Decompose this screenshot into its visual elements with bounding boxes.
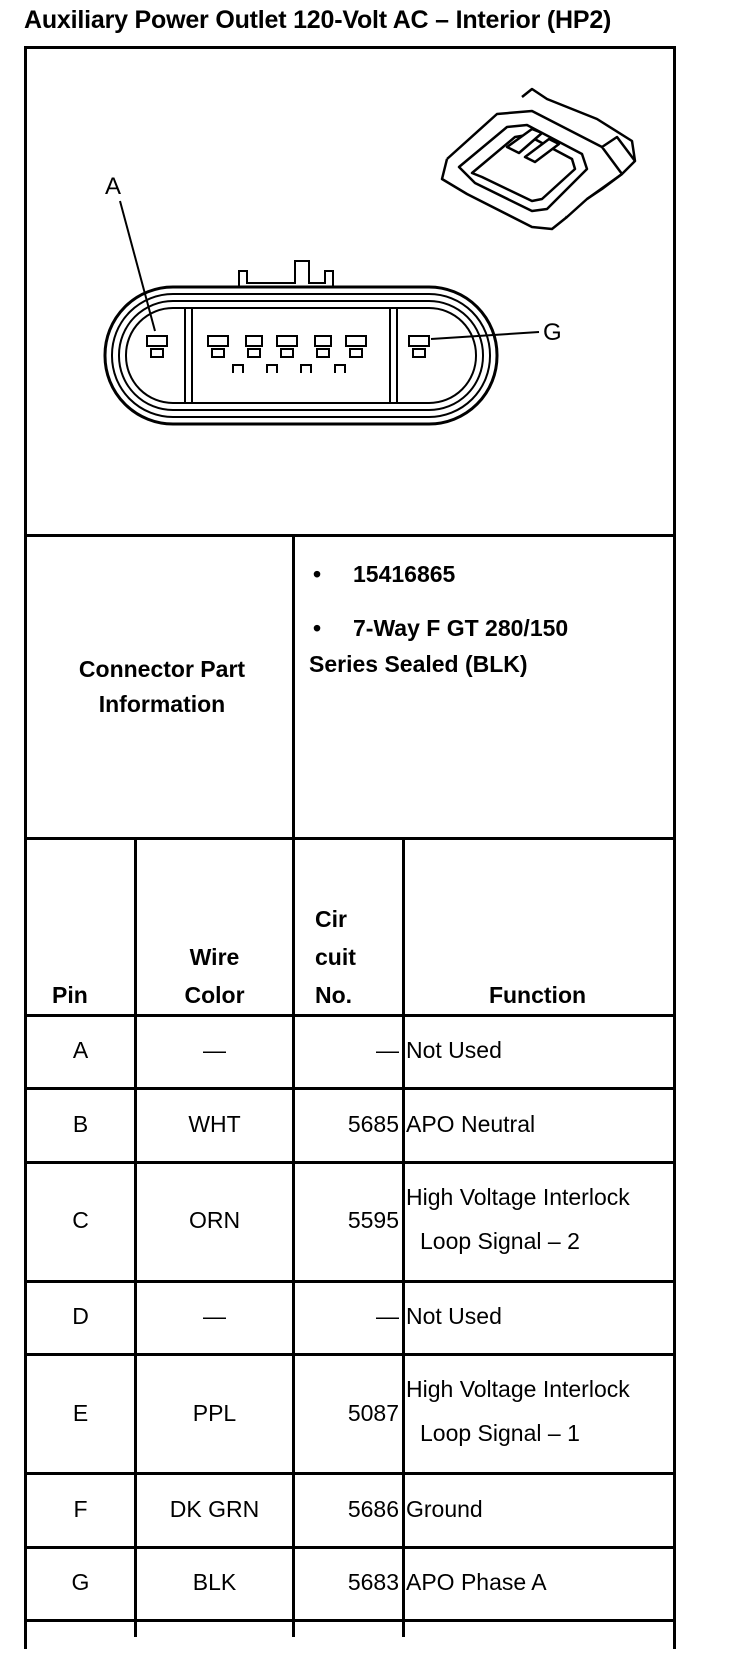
connector-3d-icon <box>442 89 635 229</box>
header-circuit <box>315 900 356 1014</box>
divider-row-e <box>24 1472 676 1475</box>
divider-info <box>24 837 676 840</box>
pin-g-label: G <box>543 319 562 346</box>
cell-circuit: 5686 <box>347 1496 399 1522</box>
divider-row-a <box>24 1087 676 1090</box>
cell-function-line2: Loop Signal – 1 <box>420 1420 580 1446</box>
header-wire-color-line2: Color <box>184 982 245 1008</box>
cell-function: Not Used <box>406 1037 502 1063</box>
header-pin: Pin <box>52 982 88 1008</box>
cell-circuit: 5595 <box>347 1207 399 1233</box>
list-item-description-cont <box>309 646 669 682</box>
list-item-part-number <box>309 556 669 592</box>
divider-row-f <box>24 1546 676 1549</box>
cell-circuit: 5683 <box>347 1569 399 1595</box>
bullet: • <box>313 561 322 587</box>
cell-wire-color: WHT <box>188 1111 241 1137</box>
cell-function: Not Used <box>406 1303 502 1329</box>
header-circuit-line1: Cir <box>315 906 347 932</box>
cell-pin: E <box>72 1400 89 1426</box>
cell-pin: D <box>72 1303 89 1329</box>
connector-info-label-line2: Information <box>98 691 226 717</box>
cell-circuit: — <box>376 1303 399 1329</box>
cell-function: APO Neutral <box>406 1111 536 1137</box>
list-item-description <box>309 610 669 646</box>
cell-function-line1: High Voltage Interlock <box>406 1376 630 1402</box>
cell-pin: B <box>72 1111 89 1137</box>
cell-function: APO Phase A <box>406 1569 547 1595</box>
connector-info-label <box>27 537 297 837</box>
part-number: 15416865 <box>353 561 456 587</box>
cell-wire-color: — <box>203 1303 226 1329</box>
divider-row-d <box>24 1353 676 1356</box>
cell-pin: C <box>72 1207 89 1233</box>
cell-function-line1: High Voltage Interlock <box>406 1184 630 1210</box>
cell-wire-color: DK GRN <box>169 1496 260 1522</box>
header-wire-color <box>137 938 292 1014</box>
cell-wire-color: — <box>203 1037 226 1063</box>
cell-circuit: — <box>376 1037 399 1063</box>
cell-function-line2: Loop Signal – 2 <box>420 1228 580 1254</box>
cell-wire-color: BLK <box>192 1569 237 1595</box>
description-line2: Series Sealed (BLK) <box>309 651 528 677</box>
connector-diagram <box>27 49 670 534</box>
header-circuit-line3: No. <box>315 982 353 1008</box>
page-title: Auxiliary Power Outlet 120-Volt AC – Interior (HP2) <box>24 6 612 34</box>
divider-row-c <box>24 1280 676 1283</box>
cell-circuit: 5087 <box>347 1400 399 1426</box>
divider-header <box>24 1014 676 1017</box>
cell-pin: A <box>72 1037 89 1063</box>
cell-pin: F <box>73 1496 88 1522</box>
cell-pin: G <box>71 1569 90 1595</box>
header-circuit-line2: cuit <box>315 944 356 970</box>
divider-row-b <box>24 1161 676 1164</box>
divider-row-g <box>24 1619 676 1622</box>
description-line1: 7-Way F GT 280/150 <box>353 615 569 641</box>
cell-wire-color: ORN <box>188 1207 241 1233</box>
connector-info-list <box>309 556 669 682</box>
header-wire-color-line1: Wire <box>189 944 240 970</box>
header-function: Function <box>488 982 587 1008</box>
cell-function: Ground <box>406 1496 483 1522</box>
bullet: • <box>313 615 322 641</box>
connector-info-label-line1: Connector Part <box>78 656 246 682</box>
cell-circuit: 5685 <box>347 1111 399 1137</box>
cell-wire-color: PPL <box>192 1400 237 1426</box>
column-divider-circuit <box>402 837 405 1637</box>
pin-a-label: A <box>105 173 122 200</box>
